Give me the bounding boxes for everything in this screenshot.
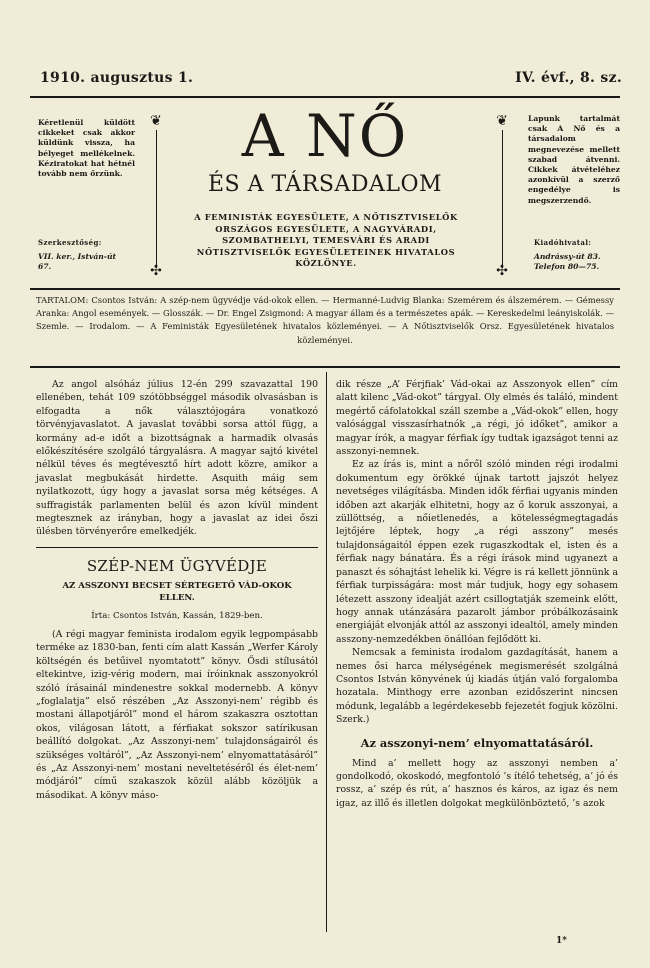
ornament-icon: ❦ — [496, 113, 508, 129]
article-title: SZÉP-NEM ÜGYVÉDJE — [86, 556, 268, 575]
article-byline: Írta: Csontos István, Kassán, 1829-ben. — [91, 610, 263, 621]
right-paragraph-4: Mind a’ mellett hogy az asszonyi nemben a’ gondolkodó, okoskodó, megfontoló ’s ítélő tehetség, a’ jó és rossz, a’ szép és rút, a’ hasznos és káros, az igaz és nem igaz, az illő és illetlen dolgokat megkülönböztető, ’s azok — [336, 757, 618, 809]
right-paragraph-2: Ez az írás is, mint a nőről szóló minden régi irodalmi dokumentum egy örökké újnak tartott jajszót helyez nevetséges világításba. Minden idők férfiai ugyanis minden időben azt akarják elhitetni, hogy az ő koruk asszonyai, a züllöttség, a nőietlenedés, a kötelességmegtagadás lejtőjére léptek, hogy „a régi asszony” mesés tulajdonságaitól éppen ezek rugaszkodtak el, isten és a férfiak nagy bánatára. És a régi írások mind ugyanezt a panaszt és sóhajtást lehelik ki. Végre is rá kellett jönnünk a férfiak turpisságára: most már tudjuk, hogy egy sohasem létezett asszony idealját azért csillogtatják szemeink előtt, hogy annak utánzására pazarolt jámbor próbálkozásaink energiáját elvonják attól az asszonyi idealtól, amely minden asszony-nemzedékben önállóan fejlődött ki. — [336, 459, 618, 645]
article-separator — [36, 547, 318, 548]
table-of-contents: TARTALOM: Csontos István: A szép-nem ügyvédje vád-okok ellen. — Hermanné-Ludvig Blanka: Szemérem és álszemérem. — Gémessy Aranka: Angol események. — Glosszák. — Dr. Engel Zsigmond: A magyar állam és a természetes apák. — Kereskedelmi leányiskolák. — Szemle. — Irodalom. — A Feministák Egyesületének hivatalos közleményei. — A Nőtisztviselők Orsz. Egyesületének hivatalos közleményei. — [36, 295, 614, 345]
editor-address: VII. ker., István-út 67. — [38, 252, 116, 272]
column-divider — [326, 372, 327, 932]
masthead-rule — [30, 288, 620, 290]
publisher-address: Andrássy-út 83. Telefon 80—75. — [534, 252, 601, 272]
right-column — [336, 378, 618, 810]
right-paragraph-3: Nemcsak a feminista irodalom gazdagítását, hanem a nemes ősi harca mélységének megismerését szolgálná Csontos István könyvének új kiadás útján való forgalomba hozatala. Minthogy erre azonban ezidőszerint nincsen módunk, legalább a legérdekesebb fejezetét fogjuk közölni. Szerk.) — [336, 647, 618, 726]
ornament-icon: ✣ — [150, 263, 162, 279]
issue-date: 1910. augusztus 1. — [40, 70, 194, 86]
right-notice: Lapunk tartalmát csak A Nő és a társadalom megnevezése mellett szabad átvenni. Cikkek átvételéhez azonkívül a szerző engedélye is megszerzendő. — [528, 114, 620, 205]
masthead-description: A FEMINISTÁK EGYESÜLETE, A NŐTISZTVISELŐK ORSZÁGOS EGYESÜLETE, A NAGYVÁRADI, SZOMBATHELYI, TEMESVÁRI ÉS ARADI NŐTISZTVISELŐK EGYESÜLETEINEK HIVATALOS KÖZLÖNYE. — [194, 212, 458, 269]
masthead-title: A NŐ — [241, 102, 409, 170]
page-signature: 1* — [556, 936, 567, 946]
editor-label: Szerkesztőség: — [38, 238, 102, 247]
left-divider — [156, 130, 157, 268]
toc-rule — [30, 366, 620, 368]
article-subtitle: AZ ASSZONYI BECSET SÉRTEGETŐ VÁD-OKOK ELLEN. — [62, 580, 292, 603]
right-paragraph-1: dik része „A’ Férjfiak’ Vád-okai az Asszonyok ellen” cím alatt kilenc „Vád-okot” tárgyal. Oly elmés és találó, mindent megértő cáfolatokkal száll szembe a „Vád-okok” ellen, hogy valósággal visszasírhatnók „a régi, jó időket”, amikor a magyar írók, a magyar férfiak így tudtak igazságot tenni az asszonyi-nemnek. — [336, 379, 618, 458]
left-notice: Kéretlenül küldött cikkeket csak akkor küldünk vissza, ha bélyeget mellékelnek. Kéziratokat hat hétnél tovább nem őrzünk. — [38, 118, 135, 179]
ornament-icon: ✣ — [496, 263, 508, 279]
publisher-label: Kiadóhivatal: — [534, 238, 592, 247]
left-column — [36, 378, 318, 802]
issue-number: IV. évf., 8. sz. — [515, 70, 622, 86]
ornament-icon: ❦ — [150, 113, 162, 129]
intro-paragraph: Az angol alsóház július 12-én 299 szavazattal 190 ellenében, tehát 109 szótöbbséggel második olvasásban is elfogadta a nők választójogára vonatkozó törvényjavaslatot. A javaslat további sorsa attól függ, a kormány ad-e időt a bizottságnak a harmadik olvasás előkészítésére szolgáló tárgyalásra. A magyar sajtó kivétel nélkül téves és megtévesztő hírt adott közre, amikor a javaslat megbukását hirdette. Asquith máig sem nyilatkozott, úgy hogy a javaslat sorsa még kétséges. A suffragisták parlamenten belül és azon kívül mindent megtesznek az irányban, hogy a javaslat az idei őszi ülésben törvényerőre emelkedjék. — [36, 379, 318, 538]
article-body: (A régi magyar feminista irodalom egyik legpompásabb terméke az 1830-ban, fenti cím alatt Kassán „Werfer Károly költségén és betűivel nyomtatott” könyv. Ősdi stílusától eltekintve, izig-vérig modern, mai íróinknak asszonyokról szóló írásainál mindenestre sokkal modernebb. A könyv „foglalatja” első részében „Az Asszonyi-nem’ régibb és mostani állapotjáról” mond el három szakaszra osztottan okos, világosan látott, a férfiakat sokszor satírikusan beállító dolgokat. „Az Asszonyi-nem’ tulajdonságairól és szükséges voltáról”, „Az Asszonyi-nem’ elnyomattatásáról” és „Az Asszonyi-nem’ mostani neveltetéséről és élet-nem’ módjáról” című szakaszok közül alább közöljük a másodikat. A könyv máso- — [36, 628, 318, 801]
masthead-subtitle: ÉS A TÁRSADALOM — [207, 172, 443, 197]
right-divider — [502, 130, 503, 268]
section-title: Az asszonyi-nem’ elnyomattatásáról. — [360, 735, 594, 750]
top-rule — [30, 96, 620, 98]
